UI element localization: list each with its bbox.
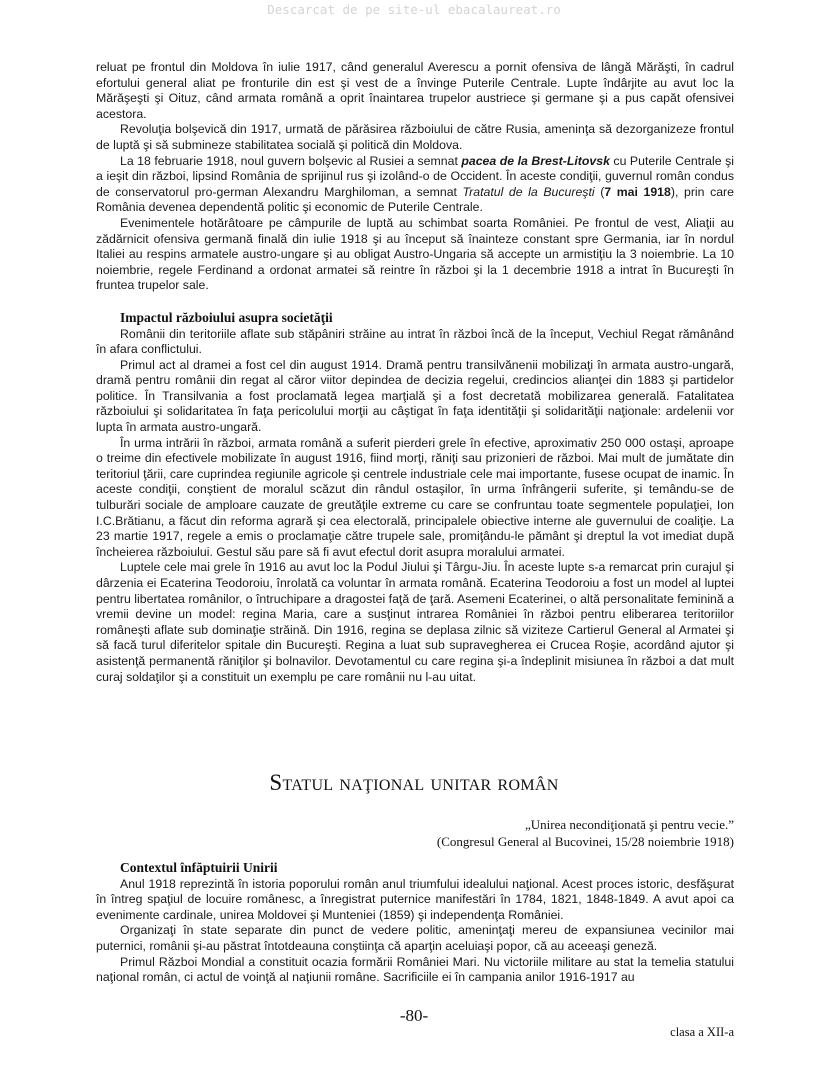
motto-quote: „Unirea necondiţionată şi pentru vecie.”	[525, 817, 734, 832]
motto-source: (Congresul General al Bucovinei, 15/28 noiembrie 1918)	[436, 834, 734, 849]
paragraph: Primul Război Mondial a constituit ocazia formării României Mari. Nu victoriile militare au stat la temelia statului naţional român, ci actul de voinţă al naţiunii române. Sacrificiile ei în campania anilor 1916-1917 au	[96, 954, 734, 985]
paragraph: reluat pe frontul din Moldova în iulie 1917, când generalul Averescu a pornit ofensiva de lângă Mărăşti, în cadrul efortului general aliat pe fronturile din est şi vest de a învinge Puterile Centrale. Lupte îndârjite au avut loc la Mărăşeşti şi Oituz, când armata română a oprit înaintarea trupelor austriece şi germane şi a pus capăt ofensivei acestora.	[96, 60, 734, 121]
chapter-motto	[437, 816, 734, 850]
class-label: clasa a XII-a	[670, 1025, 734, 1039]
paragraph: Revoluţia bolşevică din 1917, urmată de părăsirea războiului de către Rusia, ameninţa să dezorganizeze frontul de luptă şi să submineze stabilitatea socială şi politică din Moldova.	[96, 122, 734, 152]
watermark: Descarcat de pe site-ul ebacalaureat.ro	[267, 2, 561, 17]
emphasis-brest-litovsk: pacea de la Brest-Litovsk	[461, 153, 610, 168]
paragraph: Evenimentele hotărâtoare pe câmpurile de luptă au schimbat soarta României. Pe frontul de vest, Aliaţii au zădărnicit ofensiva germană finală din iulie 1918 şi au început să înainteze constant spre Germania, iar în nordul Italiei au respins armatele austro-ungare şi au obligat Austro-Ungaria să accepte un armistiţiu la 3 noiembrie. La 10 noiembrie, regele Ferdinand a ordonat armatei să reintre în război şi la 1 decembrie 1918 a intrat în Bucureşti în fruntea trupelor sale.	[96, 215, 734, 293]
text-run: La 18 februarie 1918, noul guvern bolşevic al Rusiei a semnat	[120, 153, 462, 168]
paragraph: Luptele cele mai grele în 1916 au avut loc la Podul Jiului şi Târgu-Jiu. În aceste lupte s-a remarcat prin curajul şi dârzenia ei Ecaterina Teodoroiu, înrolată ca voluntar în armata română. Ecaterina Teodoroiu a fost un model al luptei pentru libertatea românilor, o întruchipare a dragostei faţă de ţară. Asemeni Ecaterinei, o altă personalitate feminină a vremii devine un model: regina Maria, care a susţinut intrarea României în război pentru eliberarea teritoriilor româneşti aflate sub dominaţie străină. Din 1916, regina se deplasa zilnic să viziteze Cartierul General al Armatei şi să facă turul diferitelor spitale din Bucureşti. Regina a luat sub supravegherea ei Crucea Roşie, acordând ajutor şi asistenţă permanentă răniţilor şi bolnavilor. Devotamentul cu care regina şi-a îndeplinit misiunea în război a dat mult curaj soldaţilor şi a constituit un exemplu pe care românii nu l-au uitat.	[96, 560, 734, 684]
section-union-context	[96, 860, 734, 986]
chapter-title: Statul naţional unitar român	[269, 770, 559, 795]
section-war-continuation	[96, 60, 734, 685]
paragraph: Organizaţi în state separate din punct de vedere politic, ameninţaţi mereu de expansiunea vecinilor mai puternici, românii şi-au păstrat întotdeauna conştiinţa că aparţin aceluiaşi popor, că au aceeaşi geneză.	[96, 923, 734, 953]
emphasis-bucharest-treaty: Tratatul de la Bucureşti	[462, 184, 595, 199]
paragraph: Primul act al dramei a fost cel din august 1914. Dramă pentru transilvănenii mobilizaţi în armata austro-ungară, dramă pentru românii din regat al căror viitor depindea de decizia regelui, credincios alianţei din 1883 şi partidelor politice. În Transilvania a fost proclamată legea marţială şi a fost decretată mobilizarea generală. Fatalitatea războiului şi solidaritatea în faţa pericolului morţii au câştigat în faţa identităţii şi solidarităţii naţionale: ardelenii vor lupta în armata austro-ungară.	[96, 357, 734, 435]
paragraph: Anul 1918 reprezintă în istoria poporului român anul triumfului idealului naţional. Acest proces istoric, desfăşurat în întreg spaţiul de locuire românesc, a înregistrat puternice manifestări în 1784, 1821, 1848-1849. A avut apoi ca evenimente cardinale, unirea Moldovei şi Munteniei (1859) şi independenţa României.	[96, 876, 734, 922]
paragraph	[96, 154, 734, 216]
text-run: (	[594, 184, 605, 199]
text-run: ), prin care România devenea dependentă politic şi economic de Puterile Centrale.	[96, 184, 734, 215]
text-run: cu Puterile Centrale şi a ieşit din război, lipsind România de sprijinul rus şi izolând-o de Occident. În aceste condiţii, guvernul român condus de conservatorul pro-german Alexandru Marghiloman, a semnat	[96, 153, 734, 199]
emphasis-date: 7 mai 1918	[604, 184, 671, 199]
page-number: -80-	[399, 1006, 429, 1025]
paragraph: Românii din teritoriile aflate sub stăpâniri străine au intrat în război încă de la început, Vechiul Regat rămânând în afara conflictului.	[96, 326, 734, 357]
paragraph: În urma intrării în război, armata română a suferit pierderi grele în efective, aproximativ 250 000 ostaşi, aproape o treime din efectivele mobilizate în august 1916, fiind morţi, răniţi sau prizonieri de război. Mai mult de jumătate din teritoriul ţării, care cuprindea regiunile agricole şi centrele industriale cele mai importante, fusese ocupat de inamic. În aceste condiţii, conştient de moralul scăzut din rândul ostaşilor, în urma înfrângerii suferite, şi temându-se de tulburări sociale de amploare cauzate de greutăţile extreme cu care se confruntau toate segmentele populaţiei, Ion I.C.Brătianu, a făcut din reforma agrară şi cea electorală, principalele obiective interne ale guvernului de coaliţie. La 23 martie 1917, regele a emis o proclamaţie către trupele sale, promiţându-le pământ şi dreptul la vot imediat după încheierea războiului. Gestul său pare să fi avut efectul dorit asupra moralului armatei.	[96, 435, 734, 559]
section-heading-impact: Impactul războiului asupra societăţii	[120, 309, 333, 325]
section-heading-context: Contextul înfăptuirii Unirii	[120, 860, 278, 875]
